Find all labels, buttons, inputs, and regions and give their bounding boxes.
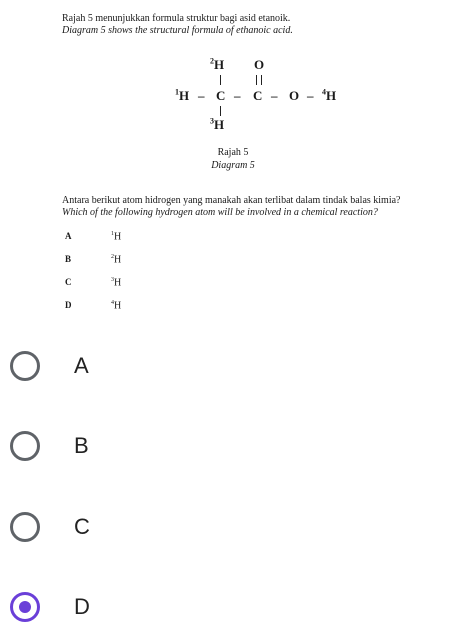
carbon-1: C xyxy=(216,88,226,103)
hydrogen-3: $^3$H xyxy=(210,116,225,132)
radio-button-c[interactable] xyxy=(10,512,40,542)
caption-ms: Rajah 5 xyxy=(217,147,249,158)
answer-label-d: D xyxy=(74,594,90,619)
bond-dash-3: – xyxy=(271,88,278,103)
intro-text-en: Diagram 5 shows the structural formula of ethanoic acid. xyxy=(62,25,293,36)
option-value-b: $^2$H xyxy=(111,254,122,266)
caption-en: Diagram 5 xyxy=(211,160,255,171)
oxygen-single-bond: O xyxy=(289,88,300,103)
radio-button-b[interactable] xyxy=(10,431,40,461)
radio-button-a[interactable] xyxy=(10,351,40,381)
bond-double xyxy=(256,75,262,85)
answer-label-a: A xyxy=(74,353,89,378)
hydrogen-4: $^4$H xyxy=(322,87,337,103)
hydrogen-2: $^2$H xyxy=(210,56,225,72)
prompt-text-en: Which of the following hydrogen atom will be involved in a chemical reaction? xyxy=(62,207,378,218)
bond-vertical-top xyxy=(220,75,221,85)
option-letter-a: A xyxy=(65,231,72,241)
carbon-2: C xyxy=(253,88,263,103)
option-value-a: $^1$H xyxy=(111,231,122,243)
answer-label-c: C xyxy=(74,514,90,539)
option-letter-c: C xyxy=(65,277,72,287)
prompt-text-ms: Antara berikut atom hidrogen yang manakah akan terlibat dalam tindak balas kimia? xyxy=(62,195,401,206)
answer-option-c[interactable] xyxy=(10,512,410,552)
option-letter-b: B xyxy=(65,254,72,264)
option-value-d: $^4$H xyxy=(111,300,122,312)
option-value-c: $^3$H xyxy=(111,277,122,289)
answer-option-d[interactable] xyxy=(10,592,410,632)
oxygen-double-bond: O xyxy=(254,57,265,72)
option-letter-d: D xyxy=(65,300,72,310)
bond-dash-2: – xyxy=(234,88,241,103)
structural-formula xyxy=(150,58,350,138)
answer-option-b[interactable] xyxy=(10,431,410,471)
radio-button-d[interactable] xyxy=(10,592,40,622)
hydrogen-1: $^1$H xyxy=(175,87,190,103)
bond-vertical-bottom xyxy=(220,106,221,116)
bond-dash-4: – xyxy=(307,88,314,103)
answer-option-a[interactable] xyxy=(10,351,410,391)
answer-label-b: B xyxy=(74,433,89,458)
intro-text-ms: Rajah 5 menunjukkan formula struktur bagi asid etanoik. xyxy=(62,13,291,24)
bond-dash-1: – xyxy=(198,88,205,103)
